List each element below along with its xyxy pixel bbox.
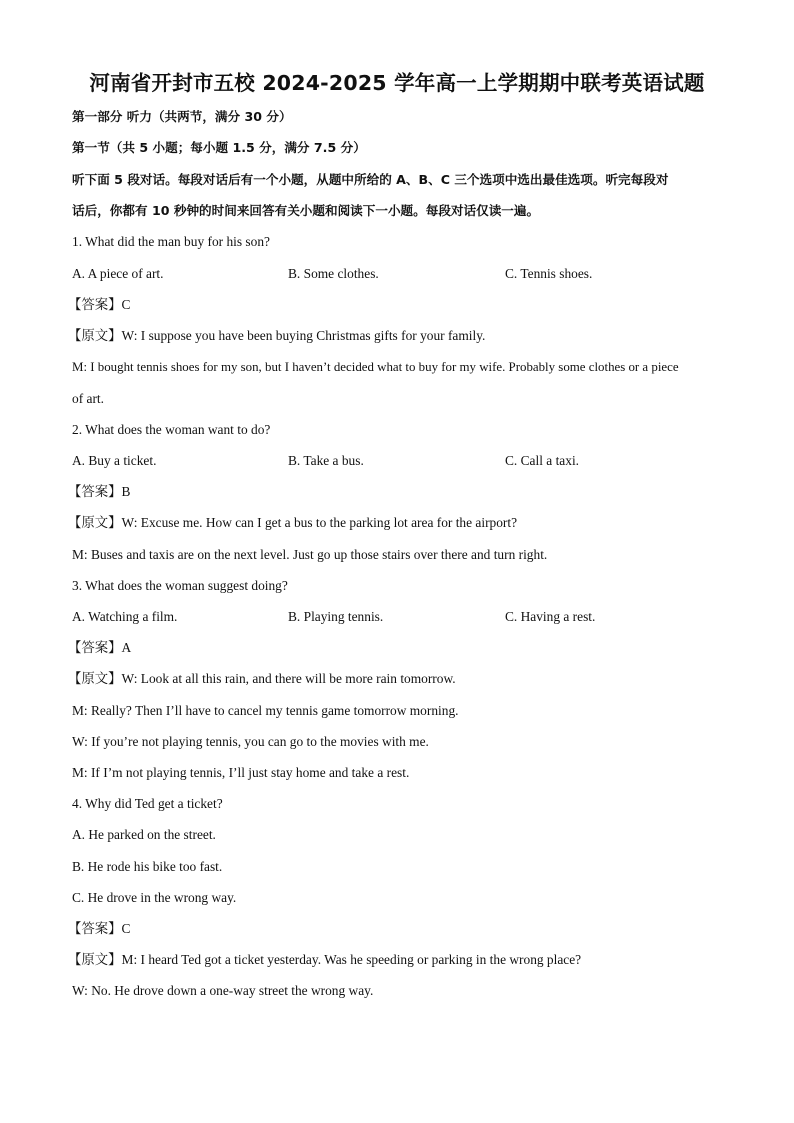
question-4-answer: 【答案】C bbox=[68, 921, 131, 936]
question-2-option-b: B. Take a bus. bbox=[288, 453, 364, 468]
question-3-option-c: C. Having a rest. bbox=[505, 609, 596, 624]
question-3-script-line-4: M: If I’m not playing tennis, I’ll just stay home and take a rest. bbox=[72, 765, 410, 780]
question-4-script-line-2: W: No. He drove down a one-way street the wrong way. bbox=[72, 983, 374, 998]
question-2-option-a: A. Buy a ticket. bbox=[72, 453, 157, 468]
question-3-option-b: B. Playing tennis. bbox=[288, 609, 384, 624]
question-3-stem: 3. What does the woman suggest doing? bbox=[72, 578, 288, 593]
question-3-answer: 【答案】A bbox=[68, 640, 132, 655]
question-1-option-a: A. A piece of art. bbox=[72, 266, 164, 281]
question-2-answer: 【答案】B bbox=[68, 484, 131, 499]
question-2-script-line-2: M: Buses and taxis are on the next level. Just go up those stairs over there and turn right. bbox=[72, 547, 548, 562]
instructions-line-1: 听下面 5 段对话。每段对话后有一个小题，从题中所给的 A、B、C 三个选项中选出最佳选项。听完每段对 bbox=[72, 172, 669, 187]
question-1-stem: 1. What did the man buy for his son? bbox=[72, 234, 270, 249]
question-3-option-a: A. Watching a film. bbox=[72, 609, 178, 624]
question-1-option-c: C. Tennis shoes. bbox=[505, 266, 593, 281]
instructions-line-2: 话后，你都有 10 秒钟的时间来回答有关小题和阅读下一小题。每段对话仅读一遍。 bbox=[72, 203, 540, 218]
question-1-script-line-3: of art. bbox=[72, 391, 104, 406]
question-1-option-b: B. Some clothes. bbox=[288, 266, 379, 281]
question-1-script-line-1: 【原文】W: I suppose you have been buying Christmas gifts for your family. bbox=[68, 328, 486, 343]
question-3-script-line-3: W: If you’re not playing tennis, you can go to the movies with me. bbox=[72, 734, 429, 749]
document-title: 河南省开封市五校 2024-2025 学年高一上学期期中联考英语试题 bbox=[89, 71, 705, 95]
question-3-script-line-1: 【原文】W: Look at all this rain, and there will be more rain tomorrow. bbox=[68, 671, 456, 686]
question-1-script-line-2: M: I bought tennis shoes for my son, but I haven’t decided what to buy for my wife. Probably some clothes or a piece bbox=[72, 360, 679, 374]
question-2-option-c: C. Call a taxi. bbox=[505, 453, 580, 468]
question-4-script-line-1: 【原文】M: I heard Ted got a ticket yesterday. Was he speeding or parking in the wrong place? bbox=[68, 952, 582, 967]
question-4-option-c: C. He drove in the wrong way. bbox=[72, 890, 237, 905]
question-4-option-b: B. He rode his bike too fast. bbox=[72, 859, 223, 874]
question-2-script-line-1: 【原文】W: Excuse me. How can I get a bus to the parking lot area for the airport? bbox=[68, 515, 518, 530]
part-heading: 第一部分 听力（共两节，满分 30 分） bbox=[72, 109, 292, 124]
section-heading: 第一节（共 5 小题；每小题 1.5 分，满分 7.5 分） bbox=[72, 140, 366, 155]
question-2-stem: 2. What does the woman want to do? bbox=[72, 422, 271, 437]
question-4-option-a: A. He parked on the street. bbox=[72, 827, 216, 842]
question-1-answer: 【答案】C bbox=[68, 297, 131, 312]
question-4-stem: 4. Why did Ted get a ticket? bbox=[72, 796, 223, 811]
question-3-script-line-2: M: Really? Then I’ll have to cancel my tennis game tomorrow morning. bbox=[72, 703, 459, 718]
